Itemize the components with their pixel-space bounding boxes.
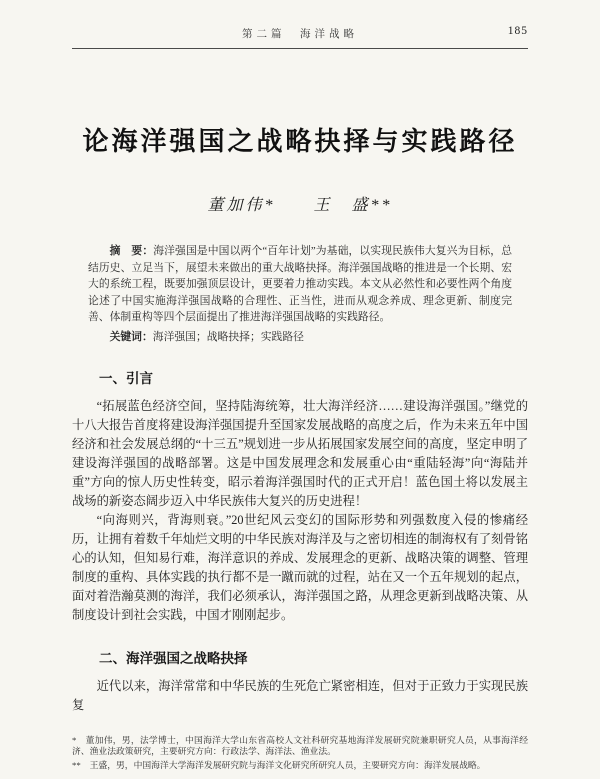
abstract-label: 摘 要： [109, 245, 154, 257]
abstract [88, 243, 512, 326]
article-title: 论海洋强国之战略抉择与实践路径 [82, 126, 518, 156]
footnotes [72, 735, 528, 774]
section-heading-introduction: 一、引言 [99, 371, 153, 386]
keywords-label: 关键词： [109, 330, 153, 343]
section-heading-strategy-choice: 二、海洋强国之战略抉择 [99, 651, 248, 666]
footnote: * 董加伟，男，法学博士，中国海洋大学山东省高校人文社科研究基地海洋发展研究院兼职研究人员，从事海洋经济、渔业法政策研究，主要研究方向：行政法学、海洋法、渔业法。 [72, 734, 528, 756]
body-paragraph: 近代以来，海洋常常和中华民族的生死危亡紧密相连，但对于正致力于实现民族复 [72, 679, 528, 712]
keywords [88, 329, 512, 346]
page-header [72, 26, 528, 49]
authors-line: 董加伟* 王 盛** [207, 197, 393, 214]
body-paragraph: “拓展蓝色经济空间，坚持陆海统筹，壮大海洋经济……建设海洋强国。”继党的十八大报告首度将建设海洋强国提升至国家发展战略的高度之后，作为未来五年中国经济和社会发展总纲的“十三五”规划进一步从拓展国家发展空间的高度，坚定申明了建设海洋强国的战略部署。这是中国发展理念和发展重心由“重陆轻海”向“海陆并重”方向的惊人历史性转变，昭示着海洋强国时代的正式开启！蓝色国土将以发展主战场的新姿态阔步迈入中华民族伟大复兴的历史进程！ [72, 399, 528, 508]
keywords-text: 海洋强国；战略抉择；实践路径 [152, 330, 304, 343]
chapter-title: 第二篇 海洋战略 [242, 29, 358, 40]
abstract-text: 海洋强国是中国以两个“百年计划”为基础，以实现民族伟大复兴为目标，总结历史、立足当下，展望未来做出的重大战略抉择。海洋强国战略的推进是一个长期、宏大的系统工程，既要加强顶层设计，更要着力推动实践。本文从必然性和必要性两个角度论述了中国实施海洋强国战略的合理性、正当性，进而从观念养成、理念更新、制度完善、体制重构等四个层面提出了推进海洋强国战略的实践路径。 [88, 245, 512, 323]
body-paragraph: “向海则兴，背海则衰。”20世纪风云变幻的国际形势和列强数度入侵的惨痛经历，让拥有着数千年灿烂文明的中华民族对海洋及与之密切相连的制海权有了刻骨铭心的认知，但知易行难，海洋意识的养成、发展理念的更新、战略决策的调整、管理制度的重构、具体实践的执行都不是一蹴而就的过程，站在又一个五年规划的起点，面对着浩瀚莫测的海洋，我们必须承认，海洋强国之路，从理念更新到战略决策、从制度设计到社会实践，中国才刚刚起步。 [72, 513, 528, 622]
page-number: 185 [507, 25, 528, 37]
footnote: ** 王盛，男，中国海洋大学海洋发展研究院与海洋文化研究所研究人员，主要研究方向：海洋发展战略。 [72, 759, 486, 770]
